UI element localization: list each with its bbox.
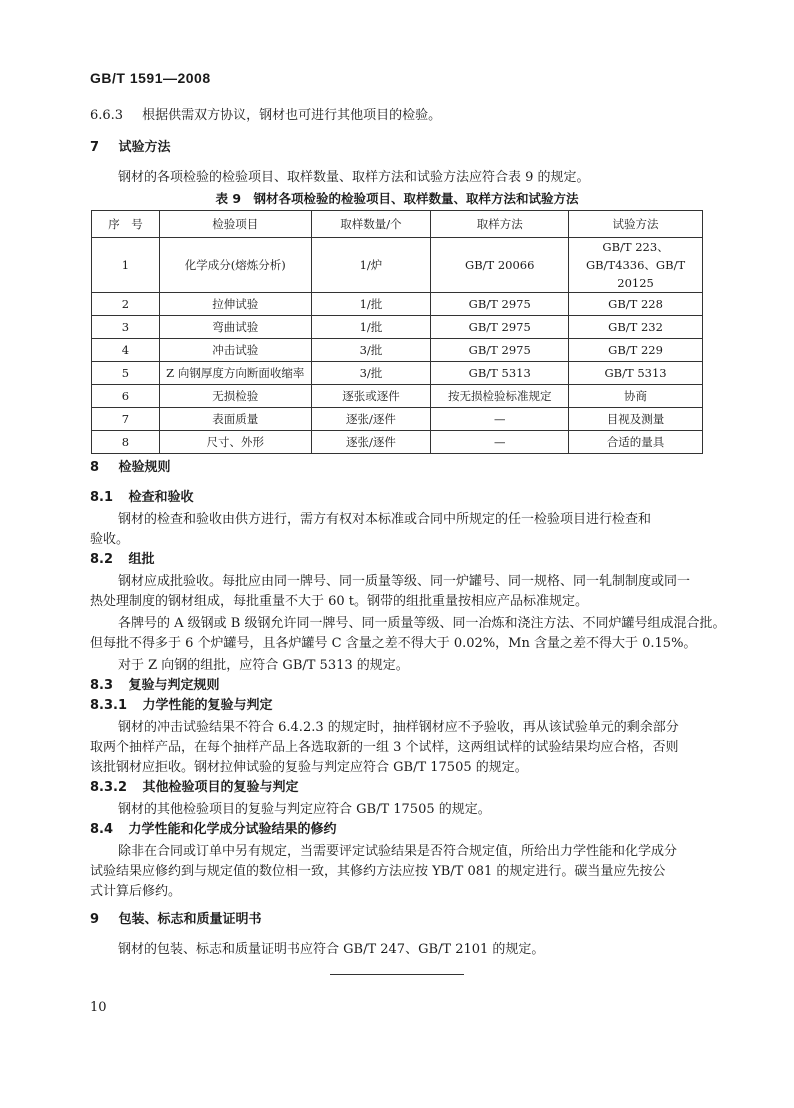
table-cell: 逐张/逐件 xyxy=(311,431,431,454)
section-title: 试验方法 xyxy=(118,140,171,155)
table-cell: 协商 xyxy=(569,385,703,408)
table-cell: GB/T 5313 xyxy=(569,362,703,385)
table-cell: Z 向钢厚度方向断面收缩率 xyxy=(159,362,311,385)
header-cell: 检验项目 xyxy=(159,211,311,238)
table-header-row xyxy=(92,211,703,238)
table-cell: 目视及测量 xyxy=(569,408,703,431)
clause-number: 8.1 xyxy=(90,490,114,505)
table-cell: 3 xyxy=(92,316,160,339)
clause-8-3-2-heading xyxy=(90,778,299,798)
table-cell: 弯曲试验 xyxy=(159,316,311,339)
table-cell: 拉伸试验 xyxy=(159,293,311,316)
table-cell: 2 xyxy=(92,293,160,316)
table-cell: 逐张/逐件 xyxy=(311,408,431,431)
table-cell: GB/T 2975 xyxy=(431,316,569,339)
table-cell: GB/T 5313 xyxy=(431,362,569,385)
clause-8-2-heading xyxy=(90,550,155,570)
table-row xyxy=(92,339,703,362)
table-cell: 3/批 xyxy=(311,362,431,385)
clause-title: 复验与判定规则 xyxy=(128,678,220,693)
table-cell: GB/T 20066 xyxy=(431,238,569,293)
table-cell: 合适的量具 xyxy=(569,431,703,454)
paragraph-line: 验收。 xyxy=(90,532,130,547)
header-cell: 序 号 xyxy=(92,211,160,238)
table-cell: GB/T 2975 xyxy=(431,293,569,316)
clause-number: 8.3 xyxy=(90,678,114,693)
table-row xyxy=(92,293,703,316)
section-8-heading xyxy=(90,458,171,478)
table-cell: 表面质量 xyxy=(159,408,311,431)
table-row xyxy=(92,362,703,385)
paragraph-line: 但每批不得多于 6 个炉罐号，且各炉罐号 C 含量之差不得大于 0.02%，Mn 含量之差不得大于 0.15%。 xyxy=(90,636,697,651)
paragraph-line: 该批钢材应拒收。钢材拉伸试验的复验与判定应符合 GB/T 17505 的规定。 xyxy=(90,760,528,775)
table-cell: 7 xyxy=(92,408,160,431)
inspection-table xyxy=(91,210,703,454)
section-7-intro: 钢材的各项检验的检验项目、取样数量、取样方法和试验方法应符合表 9 的规定。 xyxy=(118,170,590,185)
standard-code: GB/T 1591—2008 xyxy=(90,70,211,86)
table-cell: 1/炉 xyxy=(311,238,431,293)
table-title: 表 9 钢材各项检验的检验项目、取样数量、取样方法和试验方法 xyxy=(215,191,579,206)
paragraph-line: 钢材的冲击试验结果不符合 6.4.2.3 的规定时，抽样钢材应不予验收，再从该试验单元的剩余部分 xyxy=(118,720,679,735)
paragraph-line: 钢材的其他检验项目的复验与判定应符合 GB/T 17505 的规定。 xyxy=(118,802,491,817)
paragraph-line: 钢材应成批验收。每批应由同一牌号、同一质量等级、同一炉罐号、同一规格、同一轧制制度或同一 xyxy=(118,574,691,589)
paragraph-line: 对于 Z 向钢的组批，应符合 GB/T 5313 的规定。 xyxy=(118,658,409,673)
section-7-heading xyxy=(90,138,171,158)
clause-title: 其他检验项目的复验与判定 xyxy=(142,780,299,795)
section-title: 检验规则 xyxy=(118,460,171,475)
table-cell: 5 xyxy=(92,362,160,385)
page-number: 10 xyxy=(90,1000,107,1015)
table-cell: GB/T 2975 xyxy=(431,339,569,362)
table-cell: 1/批 xyxy=(311,293,431,316)
paragraph-line: 试验结果应修约到与规定值的数位相一致，其修约方法应按 YB/T 081 的规定进行。碳当量应先按公 xyxy=(90,864,666,879)
paragraph-line: 式计算后修约。 xyxy=(90,884,182,899)
table-cell: — xyxy=(431,431,569,454)
clause-text: 根据供需双方协议，钢材也可进行其他项目的检验。 xyxy=(142,108,442,123)
paragraph-line: 热处理制度的钢材组成，每批重量不大于 60 t。钢带的组批重量按相应产品标准规定。 xyxy=(90,594,589,609)
table-cell: 按无损检验标准规定 xyxy=(431,385,569,408)
table-cell: 尺寸、外形 xyxy=(159,431,311,454)
clause-title: 力学性能的复验与判定 xyxy=(142,698,273,713)
table-cell: 1/批 xyxy=(311,316,431,339)
table-cell: — xyxy=(431,408,569,431)
clause-number: 8.3.2 xyxy=(90,780,128,795)
paragraph-line: 各牌号的 A 级钢或 B 级钢允许同一牌号、同一质量等级、同一冶炼和浇注方法、不同炉罐号组成混合批。 xyxy=(118,616,726,631)
table-row xyxy=(92,316,703,339)
clause-title: 组批 xyxy=(128,552,155,567)
section-number: 9 xyxy=(90,912,100,927)
table-cell: GB/T 229 xyxy=(569,339,703,362)
table-cell: 无损检验 xyxy=(159,385,311,408)
table-cell: GB/T 232 xyxy=(569,316,703,339)
table-cell: GB/T 223、GB/T4336、GB/T 20125 xyxy=(569,238,703,293)
section-title: 包装、标志和质量证明书 xyxy=(118,912,262,927)
section-number: 7 xyxy=(90,140,100,155)
clause-number: 6.6.3 xyxy=(90,108,124,123)
table-cell: 逐张或逐件 xyxy=(311,385,431,408)
clause-title: 力学性能和化学成分试验结果的修约 xyxy=(128,822,337,837)
table-cell: 1 xyxy=(92,238,160,293)
section-9-heading xyxy=(90,910,262,930)
table-cell: 3/批 xyxy=(311,339,431,362)
clause-8-3-heading xyxy=(90,676,220,696)
table-cell: 化学成分(熔炼分析) xyxy=(159,238,311,293)
paragraph-line: 钢材的包装、标志和质量证明书应符合 GB/T 247、GB/T 2101 的规定。 xyxy=(118,942,545,957)
end-rule xyxy=(330,974,464,975)
table-cell: 8 xyxy=(92,431,160,454)
clause-8-4-heading xyxy=(90,820,337,840)
header-cell: 取样方法 xyxy=(431,211,569,238)
table-cell: GB/T 228 xyxy=(569,293,703,316)
table-cell: 6 xyxy=(92,385,160,408)
paragraph-line: 取两个抽样产品，在每个抽样产品上各选取新的一组 3 个试样，这两组试样的试验结果均应合格，否则 xyxy=(90,740,679,755)
section-number: 8 xyxy=(90,460,100,475)
header-cell: 试验方法 xyxy=(569,211,703,238)
table-cell: 冲击试验 xyxy=(159,339,311,362)
table-row xyxy=(92,431,703,454)
table-row xyxy=(92,385,703,408)
clause-title: 检查和验收 xyxy=(128,490,194,505)
header-cell: 取样数量/个 xyxy=(311,211,431,238)
clause-8-1-heading xyxy=(90,488,194,508)
table-cell: 4 xyxy=(92,339,160,362)
paragraph-line: 钢材的检查和验收由供方进行，需方有权对本标准或合同中所规定的任一检验项目进行检查和 xyxy=(118,512,652,527)
table-row xyxy=(92,238,703,293)
clause-number: 8.2 xyxy=(90,552,114,567)
clause-8-3-1-heading xyxy=(90,696,273,716)
clause-number: 8.4 xyxy=(90,822,114,837)
paragraph-line: 除非在合同或订单中另有规定，当需要评定试验结果是否符合规定值，所给出力学性能和化学成分 xyxy=(118,844,678,859)
clause-6-6-3 xyxy=(90,106,441,126)
table-row xyxy=(92,408,703,431)
clause-number: 8.3.1 xyxy=(90,698,128,713)
